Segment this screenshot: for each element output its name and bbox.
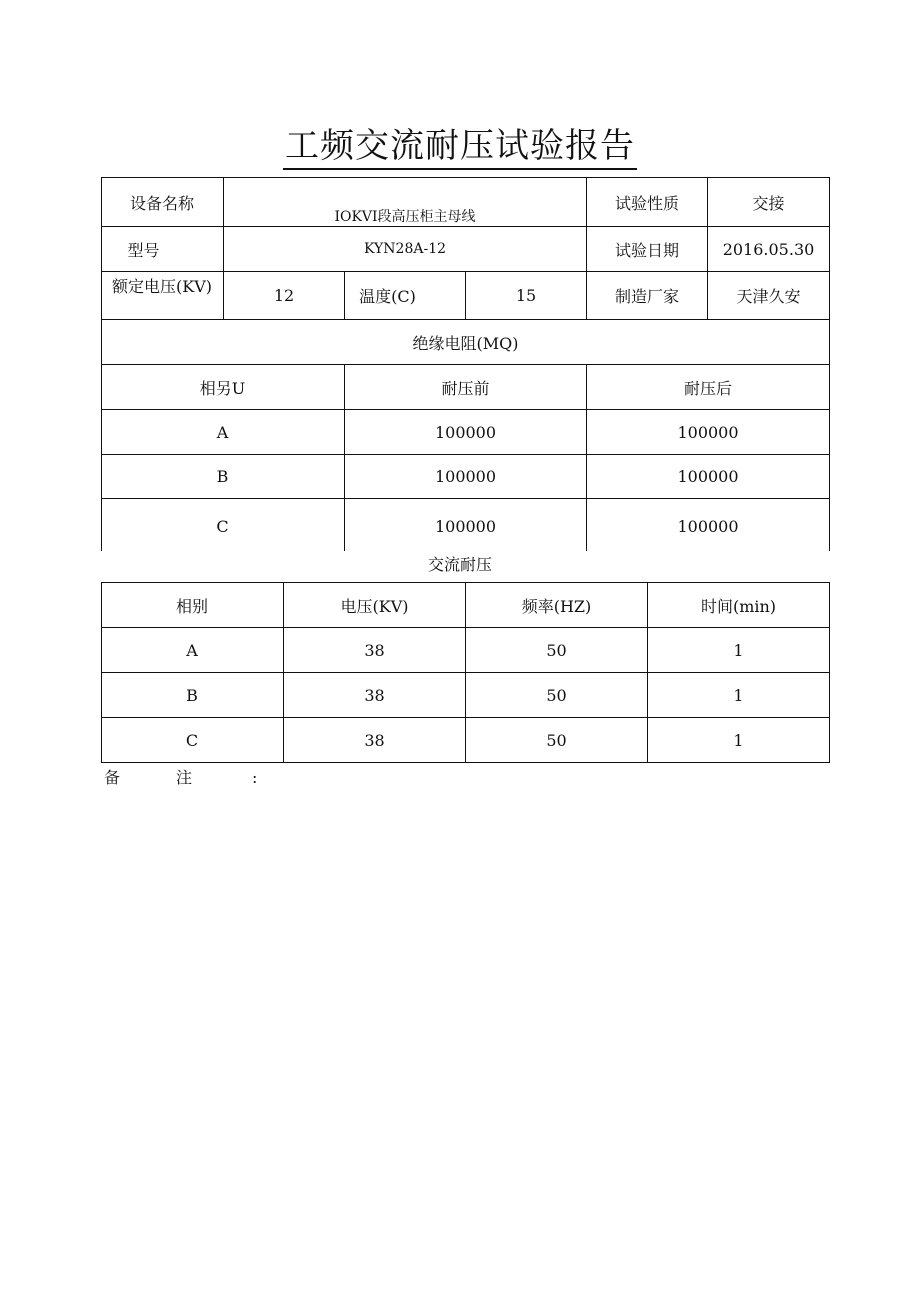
ac-withstand-caption: 交流耐压 — [427, 555, 492, 574]
remarks-label — [104, 765, 257, 788]
ac-phase: C — [185, 730, 199, 750]
insulation-col-phase: 相另U — [199, 378, 246, 398]
ac-time: 1 — [733, 640, 744, 660]
temperature-value: 15 — [515, 286, 537, 305]
ac-voltage: 38 — [364, 640, 385, 660]
model-value: KYN28A-12 — [363, 241, 447, 257]
test-nature-label: 试验性质 — [614, 193, 679, 213]
insulation-phase: C — [216, 516, 229, 536]
ac-col-voltage: 电压(KV) — [340, 596, 409, 616]
ac-time: 1 — [733, 685, 744, 705]
test-date-value: 2016.05.30 — [722, 239, 815, 259]
test-date-label: 试验日期 — [614, 240, 679, 260]
insulation-after: 100000 — [677, 422, 739, 442]
ac-frequency: 50 — [546, 640, 567, 660]
manufacturer-value: 天津久安 — [736, 287, 801, 306]
remarks-colon: : — [252, 768, 258, 787]
ac-col-frequency: 频率(HZ) — [521, 596, 592, 616]
ac-voltage: 38 — [364, 685, 385, 705]
insulation-col-after: 耐压后 — [683, 378, 732, 398]
ac-col-phase: 相别 — [175, 596, 208, 616]
rated-voltage-value: 12 — [273, 286, 295, 305]
temperature-label: 温度(C) — [359, 287, 416, 306]
device-name-value: IOKVI段高压柜主母线 — [334, 209, 476, 225]
insulation-before: 100000 — [434, 422, 497, 442]
insulation-phase: B — [216, 467, 229, 486]
manufacturer-label: 制造厂家 — [614, 287, 679, 306]
insulation-before: 100000 — [434, 467, 497, 486]
ac-col-time: 时间(min) — [700, 596, 777, 616]
ac-frequency: 50 — [546, 730, 567, 750]
report-title: 工频交流耐压试验报告 — [0, 118, 920, 167]
ac-frequency: 50 — [546, 685, 567, 705]
insulation-header: 绝缘电阻(MQ) — [412, 333, 519, 353]
ac-phase: A — [186, 640, 198, 660]
insulation-phase: A — [216, 422, 229, 442]
remarks-char-2: 注 — [176, 768, 193, 787]
ac-time: 1 — [733, 730, 744, 750]
model-label: 型号 — [127, 240, 160, 260]
test-nature-value: 交接 — [752, 193, 785, 213]
rated-voltage-label: 额定电压(KV) — [112, 276, 212, 296]
device-name-label: 设备名称 — [129, 193, 194, 213]
insulation-after: 100000 — [677, 467, 739, 486]
ac-phase: B — [186, 685, 198, 705]
ac-voltage: 38 — [364, 730, 385, 750]
insulation-before: 100000 — [434, 516, 497, 536]
remarks-char-1: 备 — [104, 768, 121, 787]
insulation-after: 100000 — [677, 516, 739, 536]
insulation-col-before: 耐压前 — [441, 378, 490, 398]
